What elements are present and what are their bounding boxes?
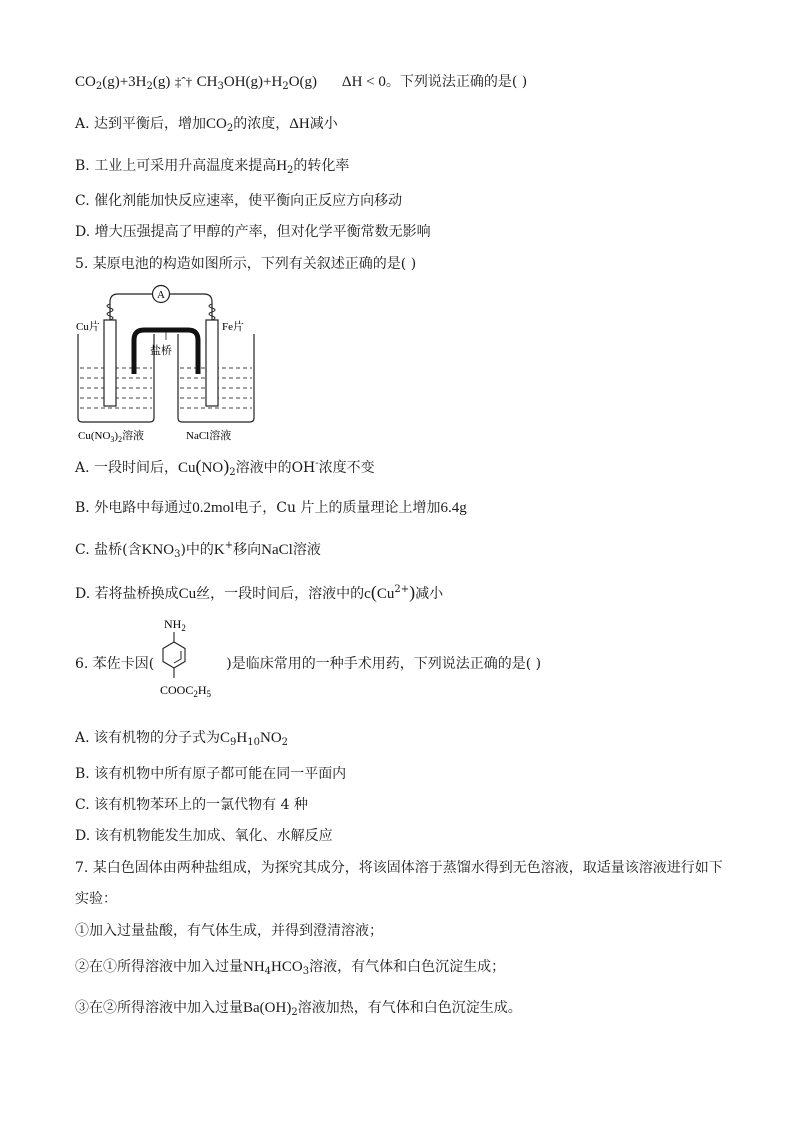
paren: ) <box>223 456 230 476</box>
q4-option-d[interactable]: D. 增大压强提高了甲醇的产率，但对化学平衡常数无影响 <box>75 224 431 240</box>
formula: H <box>236 730 248 746</box>
text: 溶液中的OH <box>235 460 316 476</box>
formula: C <box>220 730 231 746</box>
formula: NH <box>243 959 265 975</box>
q6-option-c[interactable]: C. 该有机物苯环上的一氯代物有 4 种 <box>75 797 308 813</box>
q5-option-a[interactable] <box>75 456 375 478</box>
q7-step-1: ①加入过量盐酸，有气体生成，并得到澄清溶液； <box>75 923 383 939</box>
q4-question: 。下列说法正确的是( ) <box>385 74 528 90</box>
q5-option-b[interactable] <box>75 498 467 518</box>
sub: 2 <box>281 737 289 748</box>
ester-group-label: $COOC_2H_5$ <box>160 683 212 699</box>
sub: 4 <box>264 966 272 977</box>
text: C. 盐桥(含 <box>75 542 142 558</box>
wire-right <box>170 294 212 320</box>
formula: H <box>276 158 288 174</box>
text: 溶液加热，有气体和白色沉淀生成。 <box>297 1000 522 1016</box>
q4-option-c[interactable]: C. 催化剂能加快反应速率，使平衡向正反应方向移动 <box>75 193 403 209</box>
text: )是临床常用的一种手术用药，下列说法正确的是( ) <box>226 656 542 672</box>
text: 溶液 <box>292 542 321 558</box>
sub: 3 <box>302 966 310 977</box>
bridge-label: 盐桥 <box>150 345 172 357</box>
eq-ch3: CH <box>196 74 218 90</box>
text: 丝，一段时间后，溶液中的 <box>196 586 365 602</box>
sub: 9 <box>230 737 237 748</box>
sub: 2 <box>226 123 234 134</box>
q5-option-d[interactable] <box>75 582 443 604</box>
formula: NO <box>201 460 224 476</box>
cu-label: Cu片 <box>76 321 100 333</box>
text: 6. 苯佐卡因( <box>75 656 155 672</box>
sub: 2 <box>282 81 289 92</box>
sub: 2 <box>291 1007 298 1018</box>
paren: ( <box>370 582 377 602</box>
paren: ) <box>409 582 416 602</box>
q6-stem <box>75 654 541 674</box>
sub: 10 <box>247 737 260 748</box>
sup: + <box>224 540 234 551</box>
text: D. 若将盐桥换成 <box>75 586 179 602</box>
sub: 2 <box>146 81 153 92</box>
enthalpy: ΔH < 0 <box>341 74 386 90</box>
eq-g: (g) <box>152 74 171 90</box>
eq-co2: CO <box>75 74 96 90</box>
text: 的浓度， <box>233 116 290 132</box>
formula: 6.4g <box>440 500 467 516</box>
paren: ( <box>195 456 202 476</box>
benzocaine-structure <box>150 612 240 716</box>
q7-step-2 <box>75 957 505 977</box>
q6-option-b[interactable]: B. 该有机物中所有原子都可能在同一平面内 <box>75 766 347 782</box>
cu-electrode <box>104 320 116 406</box>
sub: 3 <box>217 81 224 92</box>
sub: 2 <box>229 467 236 478</box>
left-solution-label: $Cu(NO_3)_2$溶液 <box>78 430 145 444</box>
fe-electrode <box>206 320 218 406</box>
formula: NaCl <box>261 542 293 558</box>
text: 溶液，有气体和白色沉淀生成； <box>309 959 506 975</box>
formula: Ba(OH) <box>243 1000 292 1016</box>
formula: KNO <box>141 542 175 558</box>
eq-oh: OH(g)+H <box>223 74 283 90</box>
amino-group-label: $NH_2$ <box>164 617 186 633</box>
formula: c <box>364 586 371 602</box>
fe-label: Fe片 <box>222 321 244 333</box>
equilibrium-arrow: ‡ˆ† <box>174 74 193 89</box>
text: 电子，Cu 片上的质量理论上增加 <box>234 500 441 516</box>
q7-stem-line1: 7. 某白色固体由两种盐组成，为探究其成分，将该固体溶于蒸馏水得到无色溶液，取适量该溶液进行如下 <box>75 860 723 876</box>
q4-stem <box>75 72 527 92</box>
q4-option-b[interactable] <box>75 156 349 176</box>
text: 浓度不变 <box>318 460 375 476</box>
eq-h2: (g)+3H <box>102 74 147 90</box>
eq-h2o: O(g) <box>288 74 318 90</box>
sub: 2 <box>95 81 103 92</box>
sub: 3 <box>174 549 181 560</box>
text: ②在①所得溶液中加入过量 <box>75 959 243 975</box>
q6-option-d[interactable]: D. 该有机物能发生加成、氧化、水解反应 <box>75 828 333 844</box>
text: 的转化率 <box>293 158 350 174</box>
sup: - <box>315 458 319 469</box>
wire-left <box>110 294 152 320</box>
ammeter-label: A <box>157 289 165 301</box>
q5-stem: 5. 某原电池的构造如图所示，下列有关叙述正确的是( ) <box>75 256 417 272</box>
q7-step-3 <box>75 998 522 1018</box>
ring-inner-bond <box>174 651 181 663</box>
galvanic-cell-diagram <box>70 282 260 444</box>
q6-option-a[interactable] <box>75 728 288 748</box>
q5-option-c[interactable] <box>75 540 321 560</box>
formula: HCO <box>271 959 303 975</box>
text: A. 该有机物的分子式为 <box>75 730 221 746</box>
formula: Cu <box>178 460 196 476</box>
formula: K <box>213 542 225 558</box>
text: ③在②所得溶液中加入过量 <box>75 1000 243 1016</box>
text: A. 一段时间后， <box>75 460 179 476</box>
q4-option-a[interactable] <box>75 114 338 134</box>
text: B. 外电路中每通过 <box>75 500 193 516</box>
formula: CO <box>206 116 227 132</box>
q7-stem-line2: 实验： <box>75 891 117 907</box>
formula: ΔH <box>289 116 310 132</box>
right-solution-label: NaCl溶液 <box>186 430 232 442</box>
sup: 2+ <box>394 584 410 595</box>
benzene-ring <box>163 642 185 668</box>
text: 移向 <box>233 542 262 558</box>
text: )中的 <box>180 542 214 558</box>
text: 减小 <box>415 586 444 602</box>
sub: 2 <box>287 165 294 176</box>
formula: Cu <box>376 586 395 602</box>
formula: Cu <box>178 586 197 602</box>
text: 减小 <box>309 116 338 132</box>
text: B. 工业上可采用升高温度来提高 <box>75 158 277 174</box>
formula: 0.2mol <box>192 500 235 516</box>
formula: NO <box>259 730 282 746</box>
text: A. 达到平衡后，增加 <box>75 116 207 132</box>
